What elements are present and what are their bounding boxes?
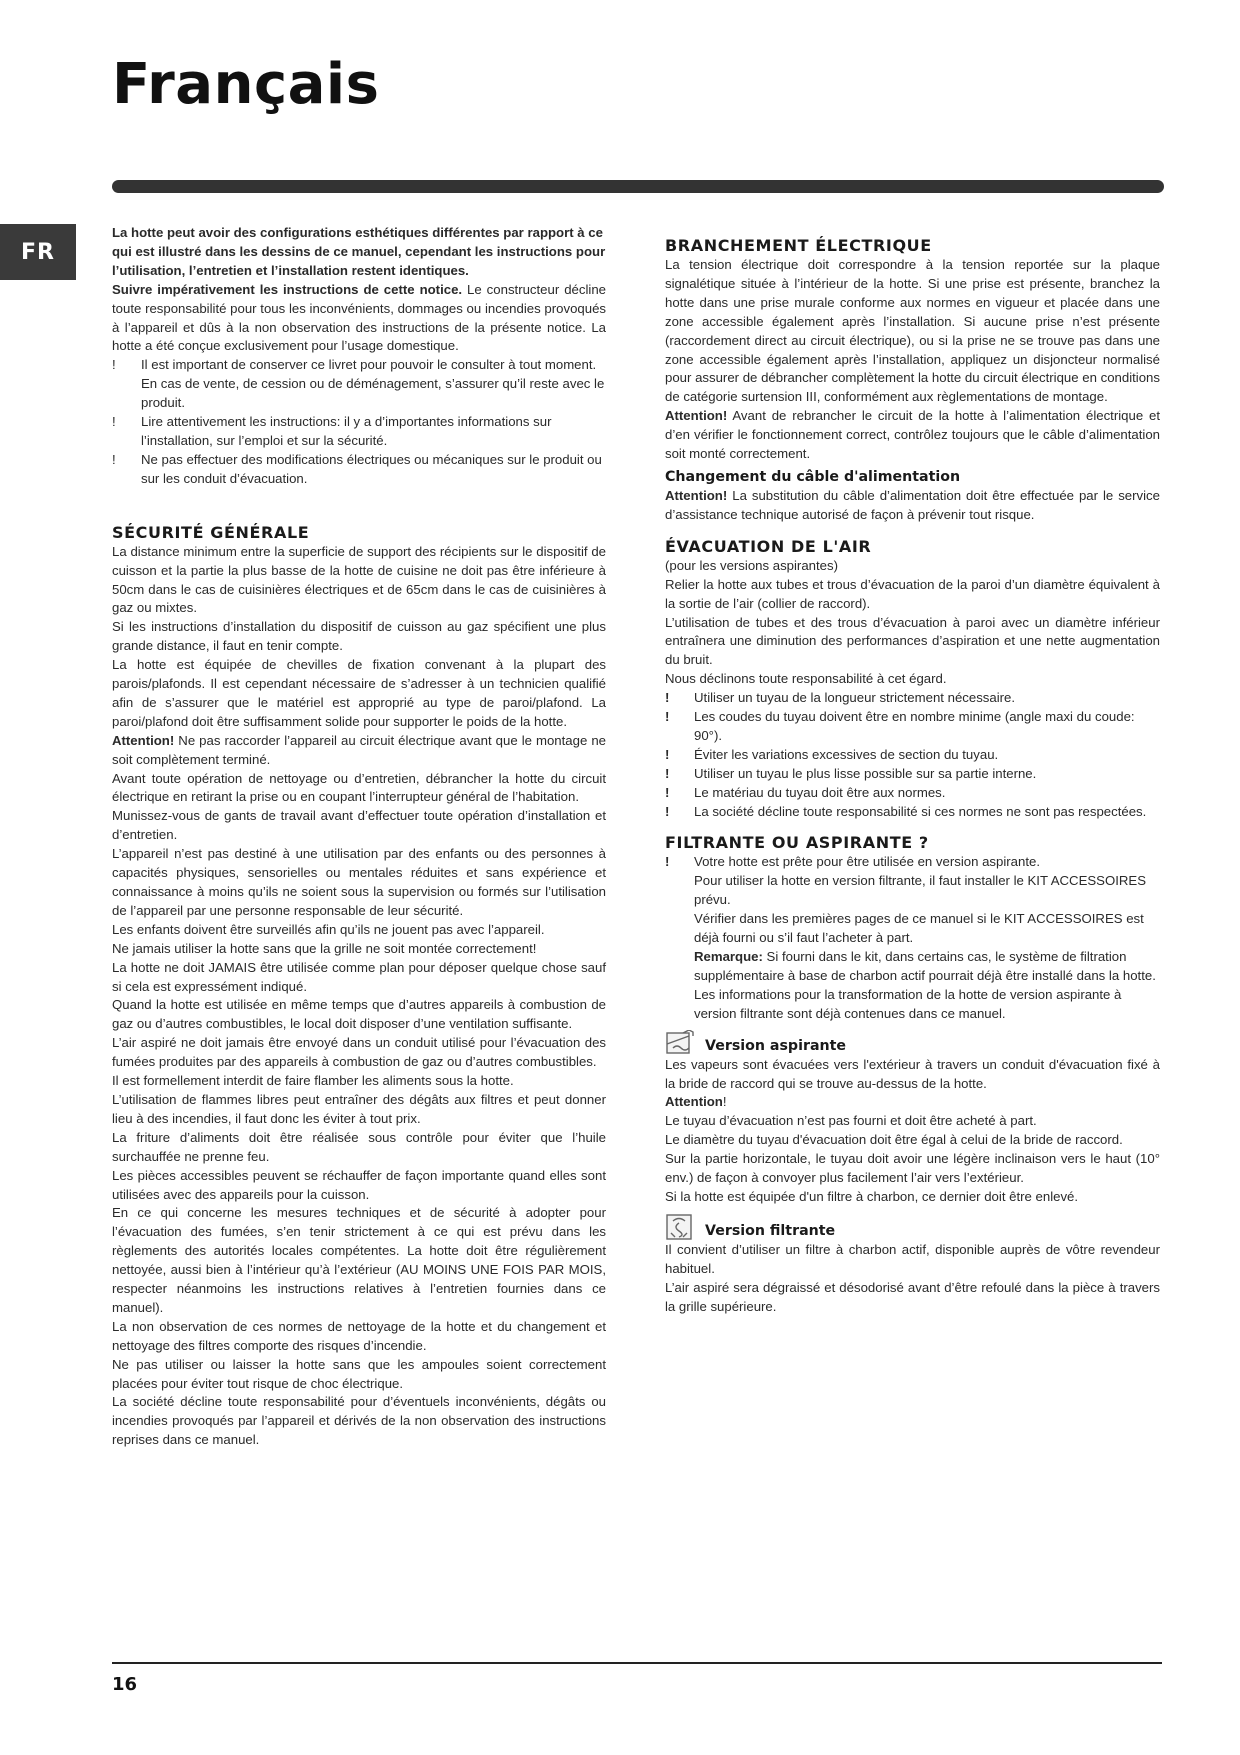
security-p5: Avant toute opération de nettoyage ou d’entretien, débrancher la hotte du circuit électrique en retirant la prise ou en coupant l’interrupteur général de l’habitation. [112, 770, 606, 805]
security-p1: La distance minimum entre la superficie de support des récipients sur le dispositif de cuisson et la partie la plus basse de la hotte de cuisine ne doit pas être inférieure à 50cm dans le cas de cuisinières électriques et de 65cm dans le cas de cuisinières à gaz ou mixtes. [112, 543, 606, 616]
security-p11: Quand la hotte est utilisée en même temps que d’autres appareils à combustion de gaz ou d’autres combustibles, le local doit disposer d’une ventilation suffisante. [112, 997, 606, 1032]
evacuation-heading: ÉVACUATION DE L'AIR [665, 536, 872, 556]
attention-label: Attention [665, 1094, 723, 1110]
security-p12: L’air aspiré ne doit jamais être envoyé dans un conduit utilisé pour l’évacuation des fumées produites par des appareils à combustion de gaz ou d’autres combustibles. [112, 1035, 606, 1070]
bullet-mark: ! [665, 784, 670, 800]
evacuation-p1: (pour les versions aspirantes) [665, 557, 838, 573]
bullet-text: Utiliser un tuyau de la longueur strictement nécessaire. [694, 690, 1016, 706]
security-p3: La hotte est équipée de chevilles de fixation convenant à la plupart des parois/plafonds. Il est cependant nécessaire de s’adresser à un technicien qualifié afin de s’assurer que le matériel est approprié au type de paroi/plafond. La paroi/plafond doit être suffisamment solide pour supporter le poids de la hotte. [112, 657, 606, 729]
security-p4-text: Ne pas raccorder l’appareil au circuit électrique avant que le montage ne soit complètement terminé. [112, 732, 606, 767]
filtre-p2: L’air aspiré sera dégraissé et désodorisé avant d’être refoulé dans la pièce à travers la grille supérieure. [665, 1279, 1160, 1314]
filtrante-l2: Pour utiliser la hotte en version filtrante, il faut installer le KIT ACCESSOIRES prévu. [694, 873, 1146, 908]
electric-p1: La tension électrique doit correspondre à la tension reportée sur la plaque signalétique située à l’intérieur de la hotte. Si une prise est présente, branchez la hotte dans une prise murale conforme aux normes en vigueur et placée dans une zone accessible également après l’installation. Si aucune prise n’est présente (raccordement direct au circuit électrique), ou si la prise ne se trouve pas dans une zone accessible également après l’installation, appliquez un disjoncteur normalisé pour assurer de débrancher complètement la hotte du circuit électrique en conditions de catégorie surtension III, conformément aux règlementations de montage. [665, 257, 1160, 405]
list-item [665, 708, 1160, 746]
filtrante-l3: Vérifier dans les premières pages de ce manuel si le KIT ACCESSOIRES est déjà fourni ou s’il faut l’acheter à part. [694, 911, 1144, 946]
bullet-mark: ! [665, 746, 670, 762]
filtrante-l4 [694, 948, 1160, 986]
evacuation-p2: Relier la hotte aux tubes et trous d’évacuation de la paroi d’un diamètre équivalent à la sortie de l’air (collier de raccord). [665, 576, 1160, 611]
aspirante-subheading [665, 1030, 1160, 1056]
security-p18: La non observation de ces normes de nettoyage de la hotte et du changement et nettoyage des filtres comporte des risques d’incendie. [112, 1318, 606, 1353]
bullet-mark: ! [112, 414, 116, 430]
security-p2: Si les instructions d’installation du dispositif de cuisson au gaz spécifient une plus grande distance, il faut en tenir compte. [112, 619, 606, 654]
left-column [112, 224, 606, 1450]
page-title: Français [112, 52, 380, 117]
bullet-mark: ! [112, 357, 116, 373]
list-item [112, 413, 606, 451]
attention-mark: ! [722, 1094, 727, 1110]
bullet-text: La société décline toute responsabilité si ces normes ne sont pas respectées. [694, 803, 1147, 819]
bullet-mark: ! [665, 690, 670, 706]
security-p16: Les pièces accessibles peuvent se réchauffer de façon importante quand elles sont utilisées avec des appareils pour la cuisson. [112, 1167, 606, 1202]
bullet-mark: ! [112, 451, 116, 467]
bullet-text: Les coudes du tuyau doivent être en nombre minime (angle maxi du coude: 90°). [694, 709, 1135, 743]
bottom-divider [112, 1662, 1162, 1664]
aspirante-p2: Le tuyau d’évacuation n’est pas fourni et doit être acheté à part. [665, 1113, 1037, 1129]
right-column [665, 236, 1160, 1317]
bullet-mark: ! [665, 765, 670, 781]
security-p7: L’appareil n’est pas destiné à une utilisation par des enfants ou des personnes à capacités physiques, sensorielles ou mentales réduites et sans expérience et connaissance à moins qu’ils ne soient sous la supervision ou formés sur l’utilisation de l’appareil par une personne responsable de leur sécurité. [112, 846, 606, 918]
bullet-mark: ! [665, 803, 670, 819]
bullet-mark: ! [665, 709, 670, 725]
bullet-text: Lire attentivement les instructions: il y a d’importantes informations sur l’installation, sur l’emploi et sur la sécurité. [141, 414, 552, 448]
filtrante-text [694, 853, 1160, 1023]
security-p10: La hotte ne doit JAMAIS être utilisée comme plan pour déposer quelque chose sauf si cela est expressément indiqué. [112, 959, 606, 994]
filtrante-l5: Les informations pour la transformation de la hotte de version aspirante à version filtrante sont déjà contenues dans ce manuel. [694, 986, 1122, 1021]
list-item [665, 784, 1160, 803]
attention-label: Attention! [112, 732, 175, 748]
security-p17: En ce qui concerne les mesures techniques et de sécurité à adopter pour l’évacuation des fumées, s’en tenir strictement à ce qui est prévu dans les règlements des autorités locales compétentes. La hotte doit être régulièrement nettoyée, aussi bien à l’intérieur qu’à l’extérieur (AU MOINS UNE FOIS PAR MOIS, respecter néanmoins les instructions relatives à l’entretien fournies dans ce manuel). [112, 1205, 606, 1315]
bullet-text: Éviter les variations excessives de section du tuyau. [694, 746, 999, 762]
filtrante-l1: Votre hotte est prête pour être utilisée en version aspirante. [694, 854, 1041, 870]
list-item [665, 746, 1160, 765]
attention-label: Attention! [665, 408, 728, 424]
security-p4 [112, 732, 606, 770]
notice-paragraph [112, 281, 606, 357]
list-item [112, 451, 606, 489]
remark-text: Si fourni dans le kit, dans certains cas, le système de filtration supplémentaire à base de charbon actif pourrait déjà être installé dans la hotte. [694, 949, 1156, 983]
filtre-p1: Il convient d’utiliser un filtre à charbon actif, disponible auprès de vôtre revendeur habituel. [665, 1241, 1160, 1276]
filtre-subheading [665, 1213, 1160, 1241]
filtrante-block [665, 853, 1160, 1023]
filtering-hood-icon [665, 1213, 695, 1241]
security-p14: L’utilisation de flammes libres peut entraîner des dégâts aux filtres et peut donner lieu à des incendies, il faut donc les éviter à tout prix. [112, 1091, 606, 1126]
security-p6: Munissez-vous de gants de travail avant d’effectuer toute opération d’installation et d’entretien. [112, 808, 606, 843]
remark-label: Remarque: [694, 949, 763, 964]
evacuation-p3: L’utilisation de tubes et des trous d’évacuation à paroi avec un diamètre inférieur entraînera une diminution des performances d’aspiration et une nette augmentation du bruit. [665, 614, 1160, 668]
cable-heading: Changement du câble d'alimentation [665, 468, 961, 485]
bullet-text: Utiliser un tuyau le plus lisse possible sur sa partie interne. [694, 765, 1037, 781]
top-divider [112, 180, 1164, 193]
attention-label: Attention! [665, 487, 728, 503]
security-p13: Il est formellement interdit de faire flamber les aliments sous la hotte. [112, 1073, 514, 1089]
security-p8: Les enfants doivent être surveillés afin qu’ils ne jouent pas avec l’appareil. [112, 921, 545, 937]
page-number: 16 [112, 1674, 138, 1695]
filtre-heading: Version filtrante [705, 1222, 836, 1239]
list-item [665, 765, 1160, 784]
evacuation-p4: Nous déclinons toute responsabilité à cet égard. [665, 671, 947, 687]
electric-p2 [665, 407, 1160, 464]
filtrante-heading: FILTRANTE OU ASPIRANTE ? [665, 833, 929, 853]
intro-bullets [112, 356, 606, 488]
electric-p2-text: Avant de rebrancher le circuit de la hotte à l’alimentation électrique et d’en vérifier le fonctionnement correct, contrôlez toujours que le câble d’alimentation soit monté correctement. [665, 408, 1160, 462]
aspirating-hood-icon [665, 1030, 695, 1056]
evacuation-bullets [665, 689, 1160, 821]
aspirante-heading: Version aspirante [705, 1037, 847, 1054]
list-item [665, 803, 1160, 822]
aspirante-p3: Le diamètre du tuyau d'évacuation doit être égal à celui de la bride de raccord. [665, 1132, 1123, 1148]
list-item [665, 853, 1160, 1023]
electric-heading: BRANCHEMENT ÉLECTRIQUE [665, 236, 932, 255]
aspirante-p1: Les vapeurs sont évacuées vers l'extérieur à travers un conduit d'évacuation fixé à la bride de raccord qui se trouve au-dessus de la hotte. [665, 1056, 1160, 1091]
security-p20: La société décline toute responsabilité pour d’éventuels inconvénients, dégâts ou incendies provoqués par l’appareil et dérivés de la non observation des instructions reprises dans ce manuel. [112, 1394, 606, 1448]
language-tab: FR [0, 224, 76, 280]
list-item [112, 356, 606, 413]
security-heading: SÉCURITÉ GÉNÉRALE [112, 522, 310, 542]
aspirante-p4: Sur la partie horizontale, le tuyau doit avoir une légère inclinaison vers le haut (10° env.) de façon à convoyer plus facilement l’air vers l’extérieur. [665, 1151, 1160, 1186]
bullet-text: Le matériau du tuyau doit être aux normes. [694, 784, 946, 800]
notice-text: Le constructeur décline toute responsabilité pour tous les inconvénients, dommages ou incendies provoqués à l’appareil et dûs à la non observation des instructions de la présente notice. La hotte a été conçue exclusivement pour l’usage domestique. [112, 281, 606, 354]
security-p19: Ne pas utiliser ou laisser la hotte sans que les ampoules soient correctement placées pour éviter tout risque de choc électrique. [112, 1356, 606, 1391]
cable-paragraph [665, 487, 1160, 525]
security-p15: La friture d’aliments doit être réalisée sous contrôle pour éviter que l’huile surchauffée ne prenne feu. [112, 1129, 606, 1164]
bullet-text: Il est important de conserver ce livret pour pouvoir le consulter à tout moment. En cas de vente, de cession ou de déménagement, s’assurer qu’il reste avec le produit. [141, 357, 605, 411]
bullet-text: Ne pas effectuer des modifications électriques ou mécaniques sur le produit ou sur les conduit d’évacuation. [141, 451, 602, 486]
security-p9: Ne jamais utiliser la hotte sans que la grille ne soit montée correctement! [112, 940, 537, 956]
aspirante-attention [665, 1093, 1160, 1112]
notice-bold: Suivre impérativement les instructions de cette notice. [112, 281, 463, 297]
cable-text: La substitution du câble d’alimentation doit être effectuée par le service d’assistance technique autorisé de façon à prévenir tout risque. [665, 487, 1160, 522]
intro-text: La hotte peut avoir des configurations esthétiques différentes par rapport à ce qui est illustré dans les dessins de ce manuel, cependant les instructions pour l’utilisation, l’entretien et l’installation restent identiques. [112, 225, 606, 278]
aspirante-p5: Si la hotte est équipée d'un filtre à charbon, ce dernier doit être enlevé. [665, 1188, 1079, 1204]
list-item [665, 689, 1160, 708]
bullet-mark: ! [665, 854, 670, 870]
